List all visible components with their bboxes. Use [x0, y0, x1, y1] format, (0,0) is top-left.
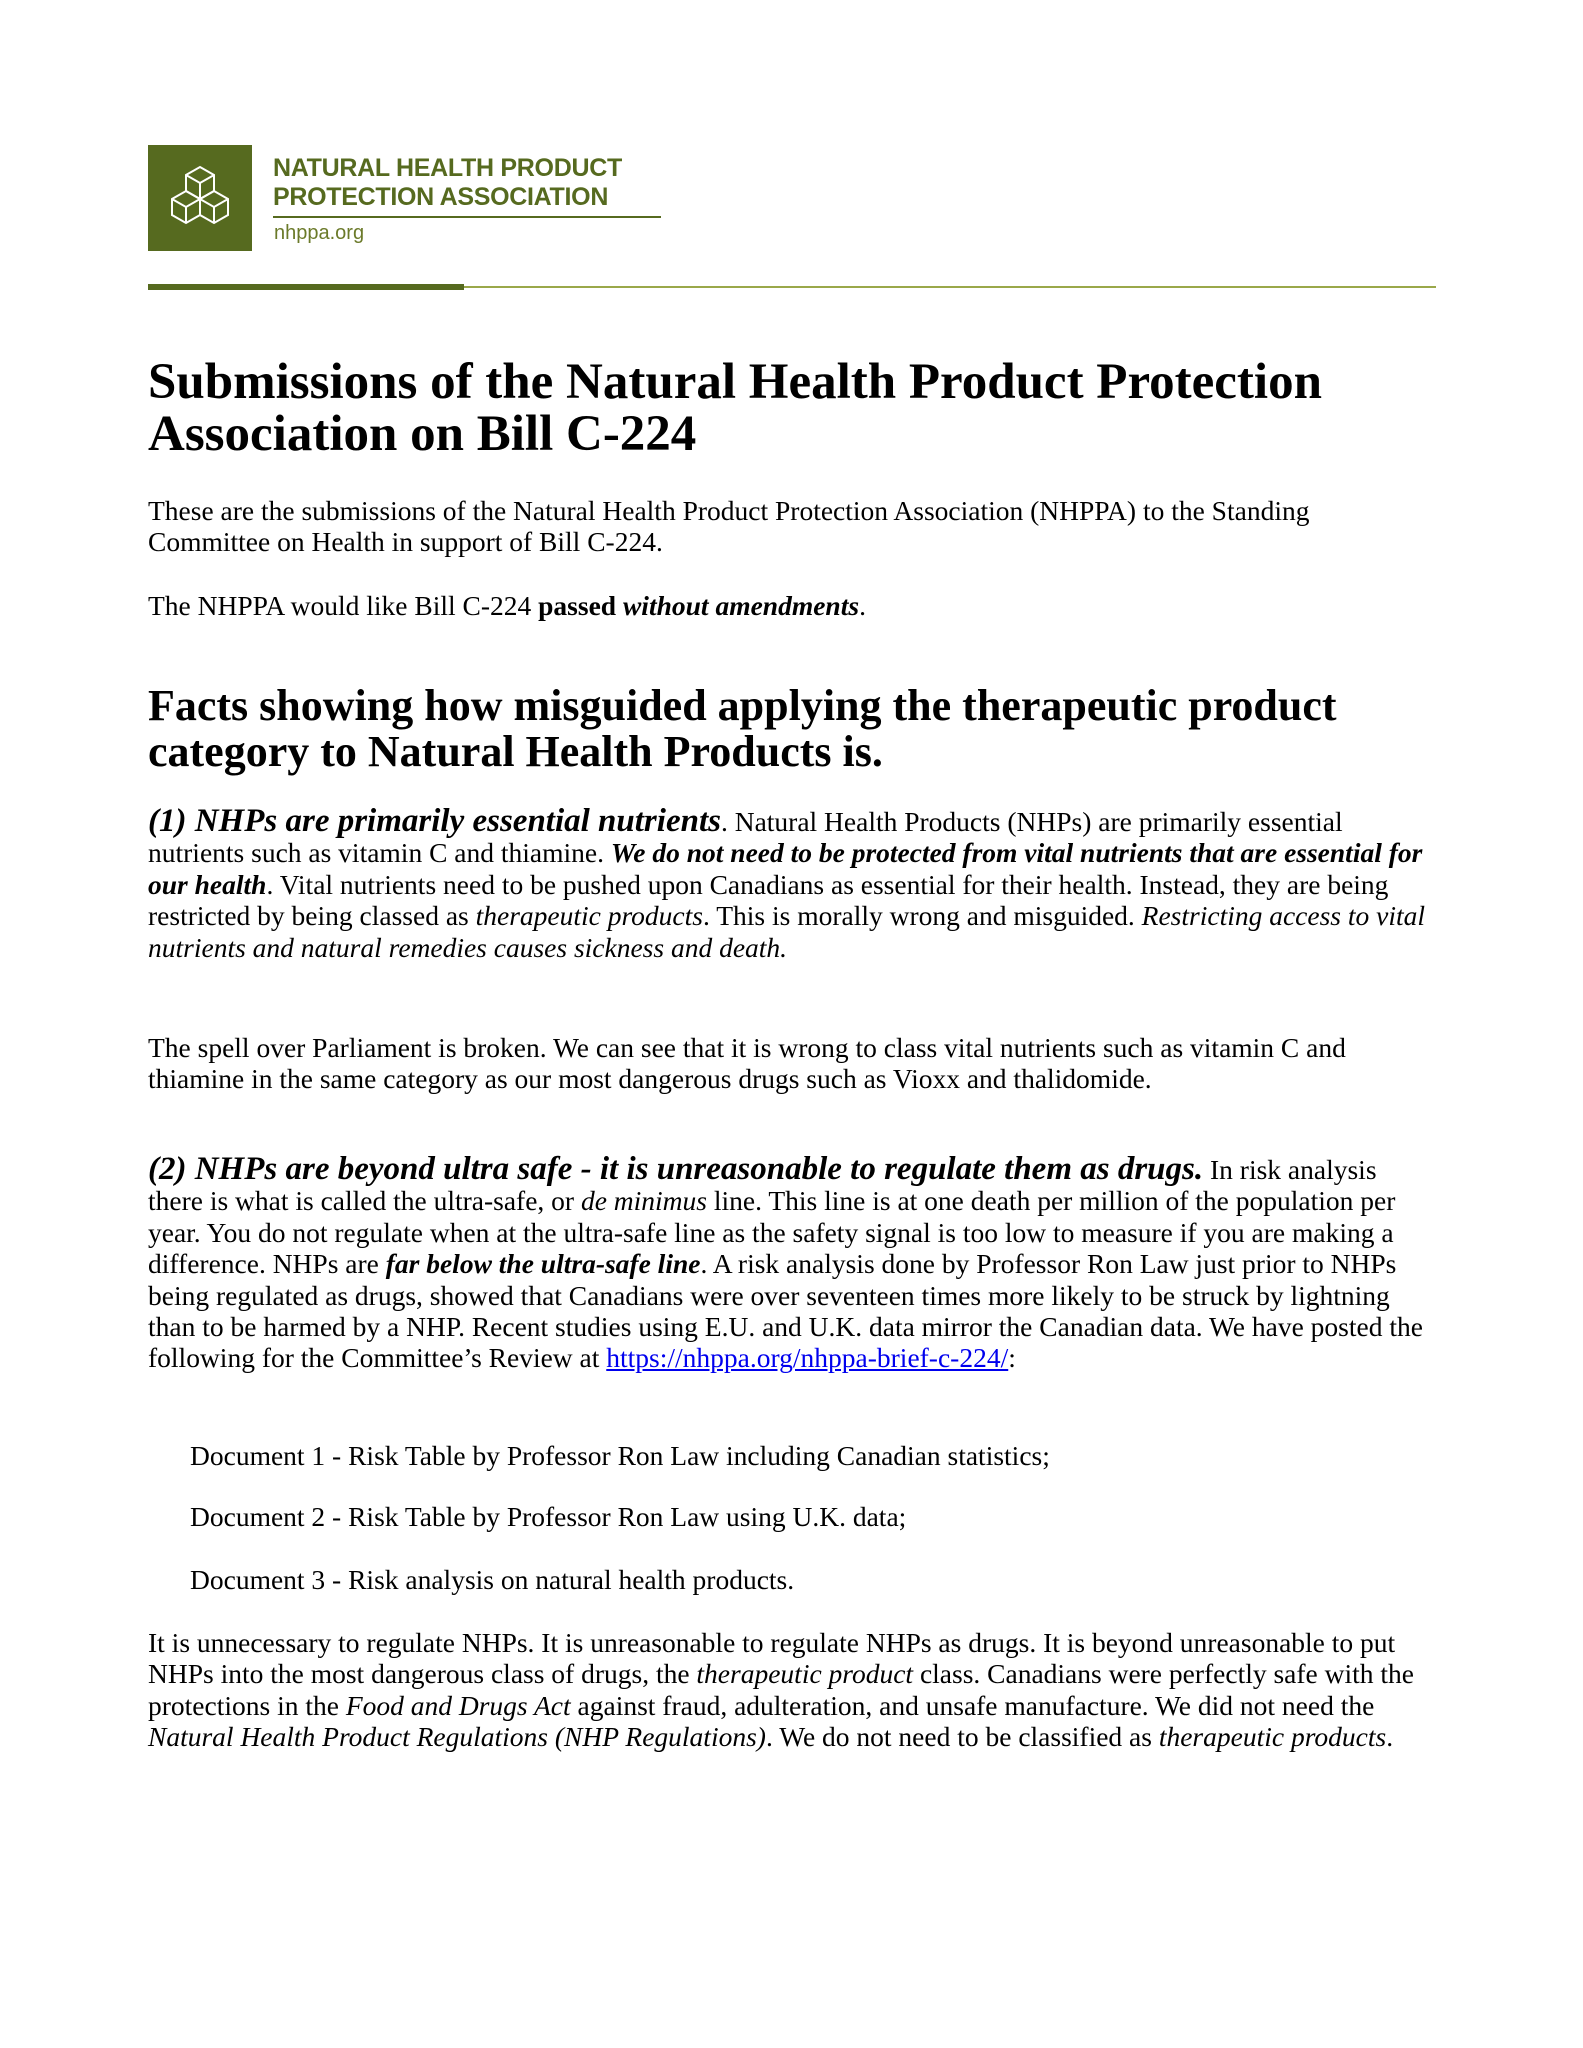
- section1-lead: (1) NHPs are primarily essential nutrients: [148, 803, 721, 839]
- text: line. This line is at one death per million of the population per year. You do not regulate when at the ultra-safe line as the safety signal is too low to measure if you are making a difference. NHPs are: [148, 1185, 1396, 1280]
- emphasis: passed: [538, 590, 617, 621]
- intro-request: [148, 590, 1438, 621]
- text: against fraud, adulteration, and unsafe manufacture. We did not need the: [570, 1689, 1375, 1721]
- closing-paragraph: [148, 1627, 1438, 1753]
- page-title: Submissions of the Natural Health Product Protection Association on Bill C-224: [148, 354, 1322, 462]
- document-item: Document 2 - Risk Table by Professor Ron Law using U.K. data;: [190, 1501, 907, 1532]
- emphasis: Natural Health Product Regulations (NHP Regulations): [148, 1721, 766, 1753]
- section2-paragraph: [148, 1151, 1438, 1374]
- org-name-line2: PROTECTION ASSOCIATION: [273, 183, 609, 211]
- section2-lead: (2) NHPs are beyond ultra safe - it is unreasonable to regulate them as drugs.: [148, 1151, 1204, 1187]
- text: .: [1386, 1721, 1394, 1753]
- text: .: [859, 590, 866, 621]
- document-item: Document 3 - Risk analysis on natural health products.: [190, 1564, 795, 1595]
- intro-paragraph: These are the submissions of the Natural Health Product Protection Association (NHPPA) to the Standing Committee on Health in support of Bill C-224.: [148, 495, 1310, 558]
- emphasis: far below the ultra-safe line: [385, 1248, 701, 1280]
- brief-link[interactable]: https://nhppa.org/nhppa-brief-c-224/: [606, 1342, 1009, 1374]
- org-name-line1: NATURAL HEALTH PRODUCT: [273, 154, 622, 182]
- emphasis: without amendments: [622, 590, 860, 621]
- text: . A risk analysis done by Professor Ron Law just prior to NHPs being regulated as drugs, showed that Canadians were over seventeen times more likely to be struck by lightning than to be harmed by a NHP. Recent studies using E.U. and U.K. data mirror the Canadian data. We have posted the following for the Committee’s Review at: [148, 1248, 1423, 1374]
- text: :: [1008, 1342, 1016, 1374]
- header-rule-thick: [148, 284, 464, 290]
- text: . Natural Health Products (NHPs) are primarily essential nutrients such as vitamin C and thiamine.: [148, 806, 1343, 869]
- emphasis: therapeutic product: [696, 1658, 914, 1690]
- section1-paragraph2: The spell over Parliament is broken. We can see that it is wrong to class vital nutrients such as vitamin C and thiamine in the same category as our most dangerous drugs such as Vioxx and thalidomide.: [148, 1032, 1346, 1095]
- text: . This is morally wrong and misguided.: [702, 900, 1142, 932]
- section1-paragraph: [148, 803, 1438, 963]
- logo-mark: [148, 145, 252, 251]
- section-heading: Facts showing how misguided applying the therapeutic product category to Natural Health Products is.: [148, 681, 1337, 776]
- text: It is unnecessary to regulate NHPs. It is unreasonable to regulate NHPs as drugs. It is beyond unreasonable to put NHPs into the most dangerous class of drugs, the: [148, 1627, 1396, 1690]
- text: class. Canadians were perfectly safe with the protections in the: [148, 1658, 1414, 1721]
- text: . We do not need to be classified as: [765, 1721, 1159, 1753]
- emphasis: We do not need to be protected from vital nutrients that are essential for our health: [148, 837, 1423, 900]
- cubes-icon: [166, 163, 234, 233]
- text: [616, 590, 623, 621]
- emphasis: Restricting access to vital nutrients and natural remedies causes sickness and death.: [148, 900, 1426, 963]
- emphasis: Food and Drugs Act: [345, 1689, 571, 1721]
- text: In risk analysis there is what is called the ultra-safe, or: [148, 1154, 1377, 1217]
- org-url: nhppa.org: [274, 222, 365, 244]
- emphasis: therapeutic products: [1158, 1721, 1387, 1753]
- text: The NHPPA would like Bill C-224: [148, 590, 539, 621]
- header-rule-thin: [464, 286, 1436, 288]
- document-item: Document 1 - Risk Table by Professor Ron Law including Canadian statistics;: [190, 1440, 1050, 1471]
- text: . Vital nutrients need to be pushed upon Canadians as essential for their health. Instead, they are being restricted by being classed as: [148, 868, 1389, 932]
- org-divider: [273, 216, 661, 218]
- emphasis: therapeutic products: [475, 900, 703, 932]
- emphasis: de minimus: [580, 1185, 707, 1217]
